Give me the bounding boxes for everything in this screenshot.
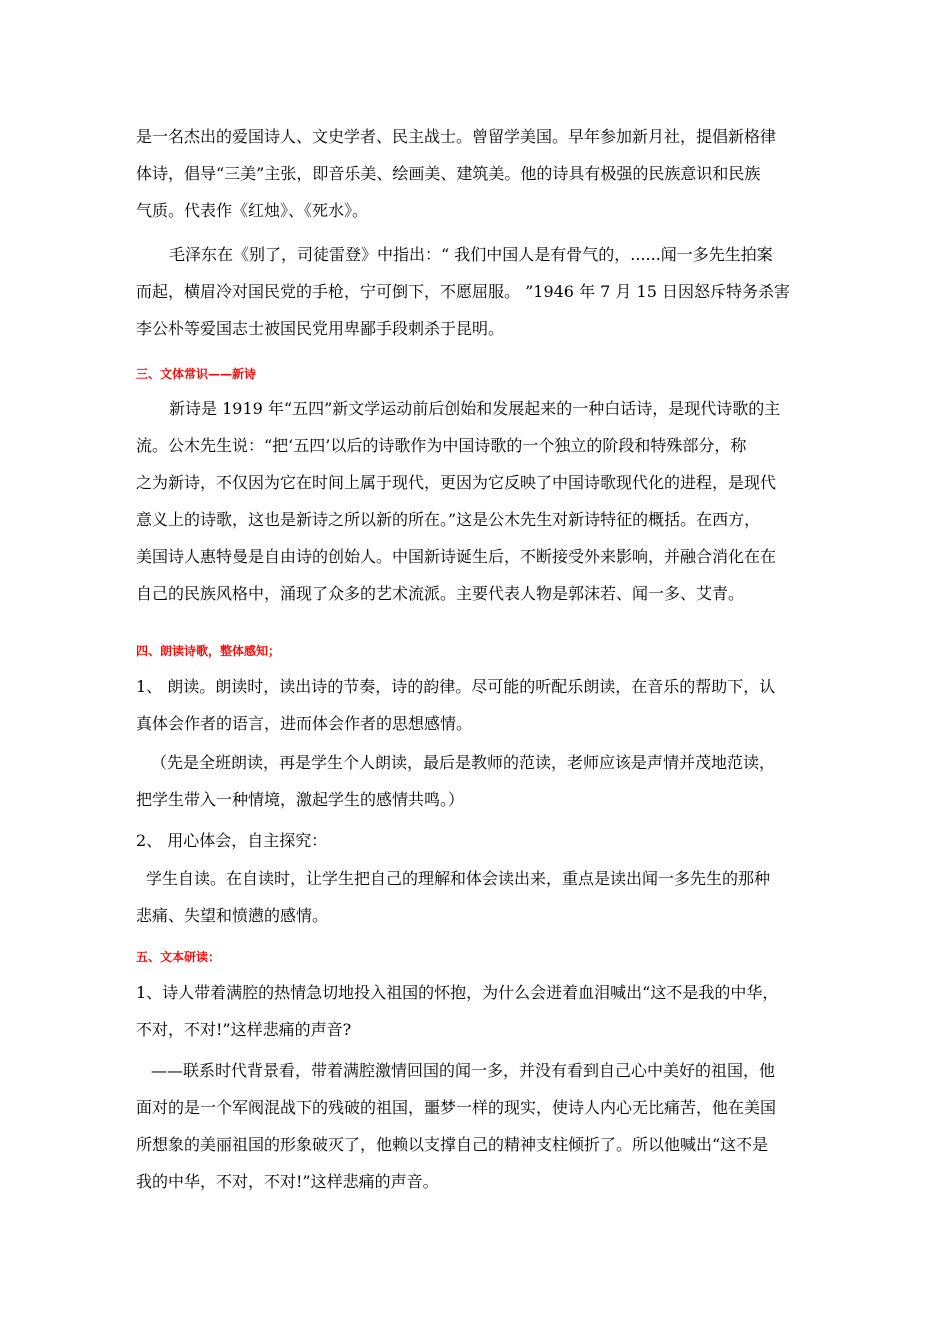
paragraph-line: 新诗是 1919 年“五四”新文学运动前后创始和发展起来的一种白话诗，是现代诗歌的主	[169, 399, 781, 418]
paragraph-line: 悲痛、失望和愤懑的感情。	[136, 906, 329, 925]
paragraph-line: 而起，横眉冷对国民党的手枪，宁可倒下，不愿屈服。 ”1946 年 7 月 15 日因怒斥特务杀害	[136, 282, 790, 301]
paragraph-line: 是一名杰出的爱国诗人、文史学者、民主战士。曾留学美国。早年参加新月社，提倡新格律	[136, 127, 777, 146]
section-heading-reading: 四、朗读诗歌，整体感知；	[136, 644, 281, 658]
intro-paragraph	[136, 118, 826, 229]
paragraph-line: 学生自读。在自读时，让学生把自己的理解和体会读出来，重点是读出闻一多先生的那种	[146, 869, 771, 888]
paragraph-line: 李公朴等爱国志士被国民党用卑鄙手段刺杀于昆明。	[136, 319, 505, 338]
paragraph-line: （先是全班朗读，再是学生个人朗读，最后是教师的范读，老师应该是声情并茂地范读，	[151, 753, 776, 772]
paragraph-line: 美国诗人惠特曼是自由诗的创始人。中国新诗诞生后，不断接受外来影响，并融合消化在在	[136, 547, 777, 566]
student-reading-paragraph	[136, 860, 826, 934]
paragraph-line: 流。公木先生说：“把‘五四’以后的诗歌作为中国诗歌的一个独立的阶段和特殊部分，称	[136, 436, 747, 455]
paragraph-line: 不对，不对!”这样悲痛的声音?	[136, 1020, 352, 1039]
paragraph-line: 我的中华，不对，不对!”这样悲痛的声音。	[136, 1172, 439, 1191]
paragraph-line: 面对的是一个军阀混战下的残破的祖国，噩梦一样的现实，使诗人内心无比痛苦，他在美国	[136, 1098, 777, 1117]
paragraph-line: 2、 用心体会，自主探究：	[136, 831, 328, 850]
paragraph-line: 之为新诗，不仅因为它在时间上属于现代，更因为它反映了中国诗歌现代化的进程，是现代	[136, 473, 777, 492]
study-answer-1	[136, 1052, 826, 1200]
paragraph-line: 自己的民族风格中，涌现了众多的艺术流派。主要代表人物是郭沫若、闻一多、艾青。	[136, 584, 745, 603]
paragraph-line: 毛泽东在《别了，司徒雷登》中指出：“ 我们中国人是有骨气的，......闻一多先生拍案	[169, 245, 773, 264]
reading-item-1	[136, 668, 826, 742]
paragraph-line: 1、诗人带着满腔的热情急切地投入祖国的怀抱，为什么会迸着血泪喊出“这不是我的中华，	[136, 983, 779, 1002]
paragraph-line: 体诗，倡导“三美”主张，即音乐美、绘画美、建筑美。他的诗具有极强的民族意识和民族	[136, 164, 761, 183]
reading-note	[136, 744, 826, 818]
study-question-1	[136, 974, 826, 1048]
paragraph-line: 意义上的诗歌，这也是新诗之所以新的所在。”这是公木先生对新诗特征的概括。在西方，	[136, 510, 761, 529]
paragraph-line: 真体会作者的语言，进而体会作者的思想感情。	[136, 714, 473, 733]
reading-item-2	[136, 822, 826, 859]
new-poetry-paragraph	[136, 390, 826, 612]
paragraph-line: 把学生带入一种情境，激起学生的感情共鸣。）	[136, 790, 465, 809]
paragraph-line: 1、 朗读。朗读时，读出诗的节奏，诗的韵律。尽可能的听配乐朗读，在音乐的帮助下，认	[136, 677, 776, 696]
section-heading-text-study: 五、文本研读：	[136, 950, 221, 964]
paragraph-line: 所想象的美丽祖国的形象破灭了，他赖以支撑自己的精神支柱倾折了。所以他喊出“这不是	[136, 1135, 769, 1154]
paragraph-line: 气质。代表作《红烛》、《死水》。	[136, 201, 369, 220]
mao-quote-paragraph	[136, 236, 826, 347]
section-heading-genre: 三、文体常识——新诗	[136, 367, 257, 381]
paragraph-line: ——联系时代背景看，带着满腔激情回国的闻一多，并没有看到自己心中美好的祖国，他	[151, 1061, 776, 1080]
